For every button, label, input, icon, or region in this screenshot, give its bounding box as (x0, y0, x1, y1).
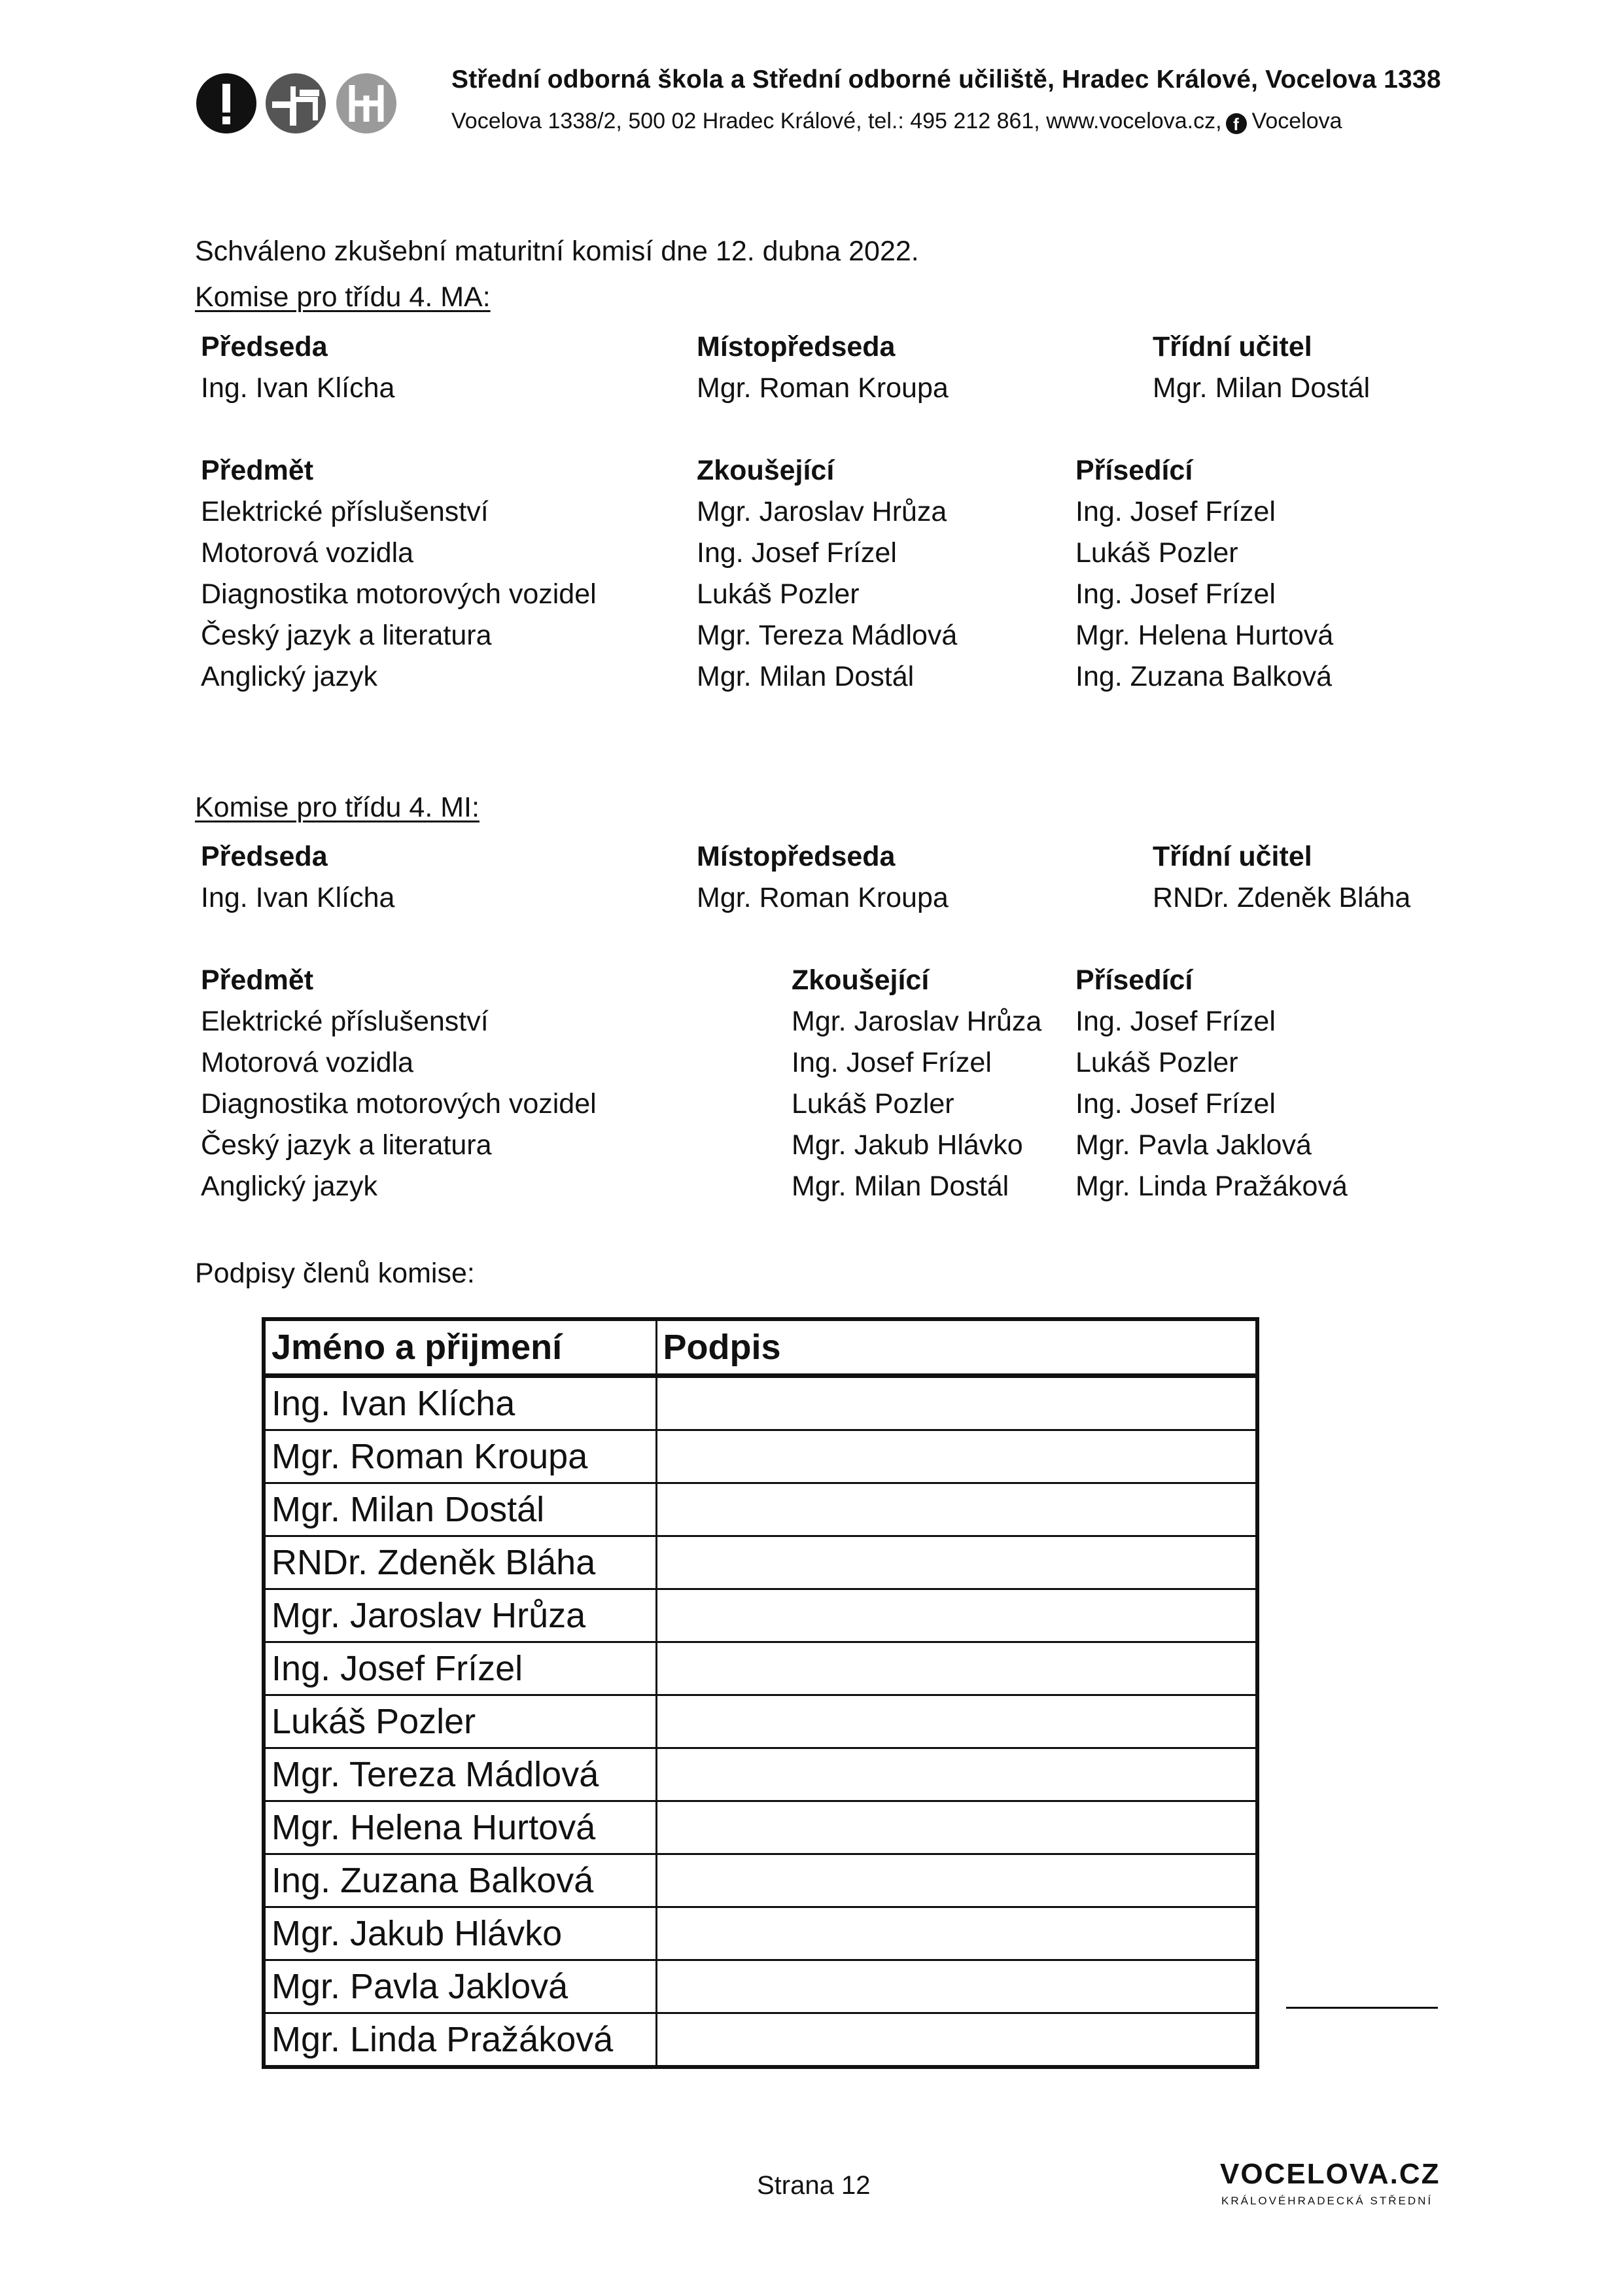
facebook-label[interactable]: Vocelova (1251, 109, 1342, 133)
ma-examiner-header: Zkoušející (697, 455, 835, 486)
mi-row-subject: Český jazyk a literatura (201, 1129, 492, 1161)
ma-row-examiner: Mgr. Milan Dostál (697, 661, 915, 692)
mi-row-assessor: Ing. Josef Frízel (1075, 1088, 1276, 1120)
ma-row-examiner: Mgr. Jaroslav Hrůza (697, 496, 947, 527)
ma-teacher-label: Třídní učitel (1153, 331, 1312, 362)
table-row (264, 1589, 1257, 1642)
ma-row-assessor: Mgr. Helena Hurtová (1075, 620, 1334, 651)
table-row (264, 1536, 1257, 1589)
signature-cell[interactable] (656, 1589, 1257, 1642)
signature-cell[interactable] (656, 1907, 1257, 1960)
ma-row-subject: Český jazyk a literatura (201, 620, 492, 651)
mi-row-examiner: Mgr. Milan Dostál (792, 1171, 1009, 1202)
signature-cell[interactable] (656, 1748, 1257, 1801)
member-name: RNDr. Zdeněk Bláha (264, 1536, 656, 1589)
mi-vice: Mgr. Roman Kroupa (697, 882, 949, 913)
member-name: Mgr. Jaroslav Hrůza (264, 1589, 656, 1642)
member-name: Mgr. Tereza Mádlová (264, 1748, 656, 1801)
ma-row-subject: Diagnostika motorových vozidel (201, 578, 597, 610)
ma-teacher: Mgr. Milan Dostál (1153, 372, 1370, 404)
ma-row-assessor: Lukáš Pozler (1075, 537, 1238, 569)
mi-row-subject: Anglický jazyk (201, 1171, 378, 1202)
table-row (264, 1801, 1257, 1854)
mi-assessor-header: Přísedící (1075, 964, 1193, 996)
table-row (264, 1376, 1257, 1430)
mi-row-examiner: Mgr. Jaroslav Hrůza (792, 1006, 1042, 1037)
table-row (264, 1483, 1257, 1536)
table-row (264, 1748, 1257, 1801)
signature-cell[interactable] (656, 1801, 1257, 1854)
mi-subject-header: Předmět (201, 964, 314, 996)
table-row (264, 2013, 1257, 2068)
table-row (264, 1695, 1257, 1748)
commission-ma-title: Komise pro třídu 4. MA: (195, 281, 491, 313)
mi-examiner-header: Zkoušející (792, 964, 930, 996)
signature-cell[interactable] (656, 1960, 1257, 2013)
table-row (264, 1854, 1257, 1907)
ma-chair: Ing. Ivan Klícha (201, 372, 395, 404)
member-name: Mgr. Linda Pražáková (264, 2013, 656, 2068)
school-logo (195, 71, 398, 136)
signature-cell[interactable] (656, 1854, 1257, 1907)
member-name: Mgr. Milan Dostál (264, 1483, 656, 1536)
signature-table (262, 1317, 1259, 2069)
table-row (264, 1960, 1257, 2013)
member-name: Ing. Josef Frízel (264, 1642, 656, 1695)
member-name: Mgr. Pavla Jaklová (264, 1960, 656, 2013)
ma-row-examiner: Ing. Josef Frízel (697, 537, 897, 569)
member-name: Mgr. Roman Kroupa (264, 1430, 656, 1483)
signature-cell[interactable] (656, 1430, 1257, 1483)
mi-row-assessor: Lukáš Pozler (1075, 1047, 1238, 1078)
ma-row-subject: Motorová vozidla (201, 537, 414, 569)
mi-row-subject: Motorová vozidla (201, 1047, 414, 1078)
ma-row-examiner: Mgr. Tereza Mádlová (697, 620, 958, 651)
ma-vice: Mgr. Roman Kroupa (697, 372, 949, 404)
column-header-name: Jméno a přijmení (264, 1319, 656, 1376)
ma-row-assessor: Ing. Zuzana Balková (1075, 661, 1333, 692)
ma-assessor-header: Přísedící (1075, 455, 1193, 486)
address-text: Vocelova 1338/2, 500 02 Hradec Králové, tel.: 495 212 861, www.vocelova.cz, (451, 109, 1222, 133)
mi-row-subject: Elektrické příslušenství (201, 1006, 489, 1037)
table-row (264, 1642, 1257, 1695)
ma-subject-header: Předmět (201, 455, 314, 486)
signature-cell[interactable] (656, 1536, 1257, 1589)
signature-line (1286, 2007, 1438, 2009)
member-name: Lukáš Pozler (264, 1695, 656, 1748)
ma-chair-label: Předseda (201, 331, 328, 362)
member-name: Ing. Zuzana Balková (264, 1854, 656, 1907)
mi-teacher: RNDr. Zdeněk Bláha (1153, 882, 1411, 913)
ma-row-examiner: Lukáš Pozler (697, 578, 860, 610)
signature-cell[interactable] (656, 1376, 1257, 1430)
ma-vice-label: Místopředseda (697, 331, 896, 362)
mi-row-examiner: Lukáš Pozler (792, 1088, 954, 1120)
signature-cell[interactable] (656, 2013, 1257, 2068)
ma-row-subject: Anglický jazyk (201, 661, 378, 692)
signature-cell[interactable] (656, 1483, 1257, 1536)
table-row (264, 1430, 1257, 1483)
member-name: Ing. Ivan Klícha (264, 1376, 656, 1430)
mi-chair: Ing. Ivan Klícha (201, 882, 395, 913)
mi-row-assessor: Mgr. Linda Pražáková (1075, 1171, 1348, 1202)
ma-row-assessor: Ing. Josef Frízel (1075, 496, 1276, 527)
approval-text: Schváleno zkušební maturitní komisí dne 12. dubna 2022. (195, 236, 919, 267)
mi-row-assessor: Ing. Josef Frízel (1075, 1006, 1276, 1037)
table-row (264, 1907, 1257, 1960)
mi-chair-label: Předseda (201, 841, 328, 872)
commission-mi-title: Komise pro třídu 4. MI: (195, 792, 480, 823)
mi-row-assessor: Mgr. Pavla Jaklová (1075, 1129, 1312, 1161)
member-name: Mgr. Helena Hurtová (264, 1801, 656, 1854)
footer-brand: VOCELOVA.CZ (1220, 2158, 1440, 2190)
signature-cell[interactable] (656, 1695, 1257, 1748)
ma-row-subject: Elektrické příslušenství (201, 496, 489, 527)
mi-row-examiner: Mgr. Jakub Hlávko (792, 1129, 1023, 1161)
footer-brand-subtitle: KRÁLOVÉHRADECKÁ STŘEDNÍ (1221, 2195, 1433, 2207)
signatures-intro: Podpisy členů komise: (195, 1258, 475, 1289)
ma-row-assessor: Ing. Josef Frízel (1075, 578, 1276, 610)
school-name: Střední odborná škola a Střední odborné učiliště, Hradec Králové, Vocelova 1338 (451, 65, 1441, 94)
mi-row-examiner: Ing. Josef Frízel (792, 1047, 992, 1078)
facebook-icon: f (1226, 113, 1247, 134)
mi-teacher-label: Třídní učitel (1153, 841, 1312, 872)
signature-cell[interactable] (656, 1642, 1257, 1695)
school-address (451, 109, 1342, 134)
column-header-signature: Podpis (656, 1319, 1257, 1376)
table-header-row (264, 1319, 1257, 1376)
mi-vice-label: Místopředseda (697, 841, 896, 872)
mi-row-subject: Diagnostika motorových vozidel (201, 1088, 597, 1120)
member-name: Mgr. Jakub Hlávko (264, 1907, 656, 1960)
page-number: Strana 12 (757, 2171, 871, 2200)
